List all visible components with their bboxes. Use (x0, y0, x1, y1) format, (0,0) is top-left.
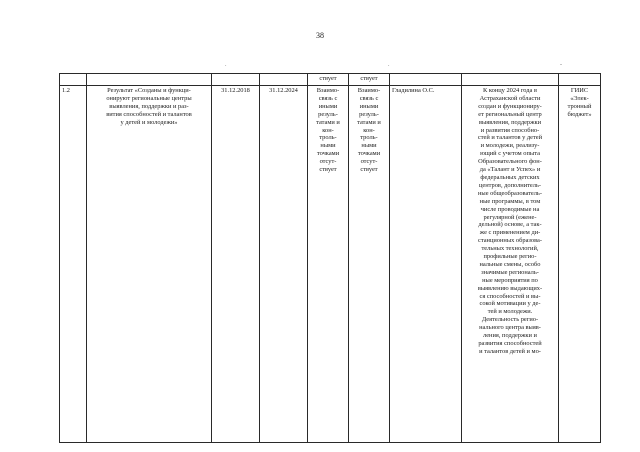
row-number: 1.2 (60, 86, 87, 443)
cell (462, 74, 559, 86)
cell (87, 74, 212, 86)
result-description-body: К концу 2024 года в Астраханской области создан и функциониру- ет региональный центр выявления, поддержки и развития способно- стей и талантов у детей и молодежи, реализу- ющий с учетом опыта Образовательного фон- да «Талант и Успех» и федеральных детских центров, дополнитель- ные общеобразователь- ные программы, в том числе проводимые на регулярной (еженe- дельной) основе, а так- же с применением ди- станционных образова- тельных технологий, профильные регио- нальные смены, особо значимые региональ- ные мероприятия по выявлению выдающих- ся способностей и вы- сокой мотивации у де- тей и молодежи. Деятельность регио- нального центра выяв- ления, поддержки и развития способностей и талантов детей и мо- (477, 87, 543, 355)
scan-speck: - (560, 62, 562, 68)
cell: ствует (349, 74, 390, 86)
cell: ствует (308, 74, 349, 86)
cell (60, 74, 87, 86)
continuation-row (60, 74, 601, 86)
cell (559, 74, 601, 86)
link-to-other-results-2 (349, 86, 390, 443)
cell (212, 74, 260, 86)
page-number: 38 (316, 31, 324, 40)
link-to-other-results-1 (308, 86, 349, 443)
table-row (60, 86, 601, 443)
start-date: 31.12.2018 (212, 86, 260, 443)
information-system-body: ГИИС «Элек- тронный бюджет» (567, 87, 592, 118)
link2-body: Взаимо- связь с иными резуль- татами и кон- троль- ными точками отсут- ствует (357, 87, 381, 174)
cell (390, 74, 462, 86)
responsible-person: Гладилина О.С. (390, 86, 462, 443)
cell (260, 74, 308, 86)
information-system (559, 86, 601, 443)
scan-speck: . (388, 62, 390, 68)
link1-body: Взаимо- связь с иными резуль- татами и кон- троль- ными точками отсут- ствует (316, 87, 340, 174)
result-text-body: Результат «Созданы и функци- онируют региональные центры выявления, поддержки и раз- вития способностей и талантов у детей и молодежи» (106, 87, 192, 126)
result-description (462, 86, 559, 443)
scan-speck: . (225, 62, 227, 68)
result-text (87, 86, 212, 443)
end-date: 31.12.2024 (260, 86, 308, 443)
project-results-table (59, 73, 601, 443)
